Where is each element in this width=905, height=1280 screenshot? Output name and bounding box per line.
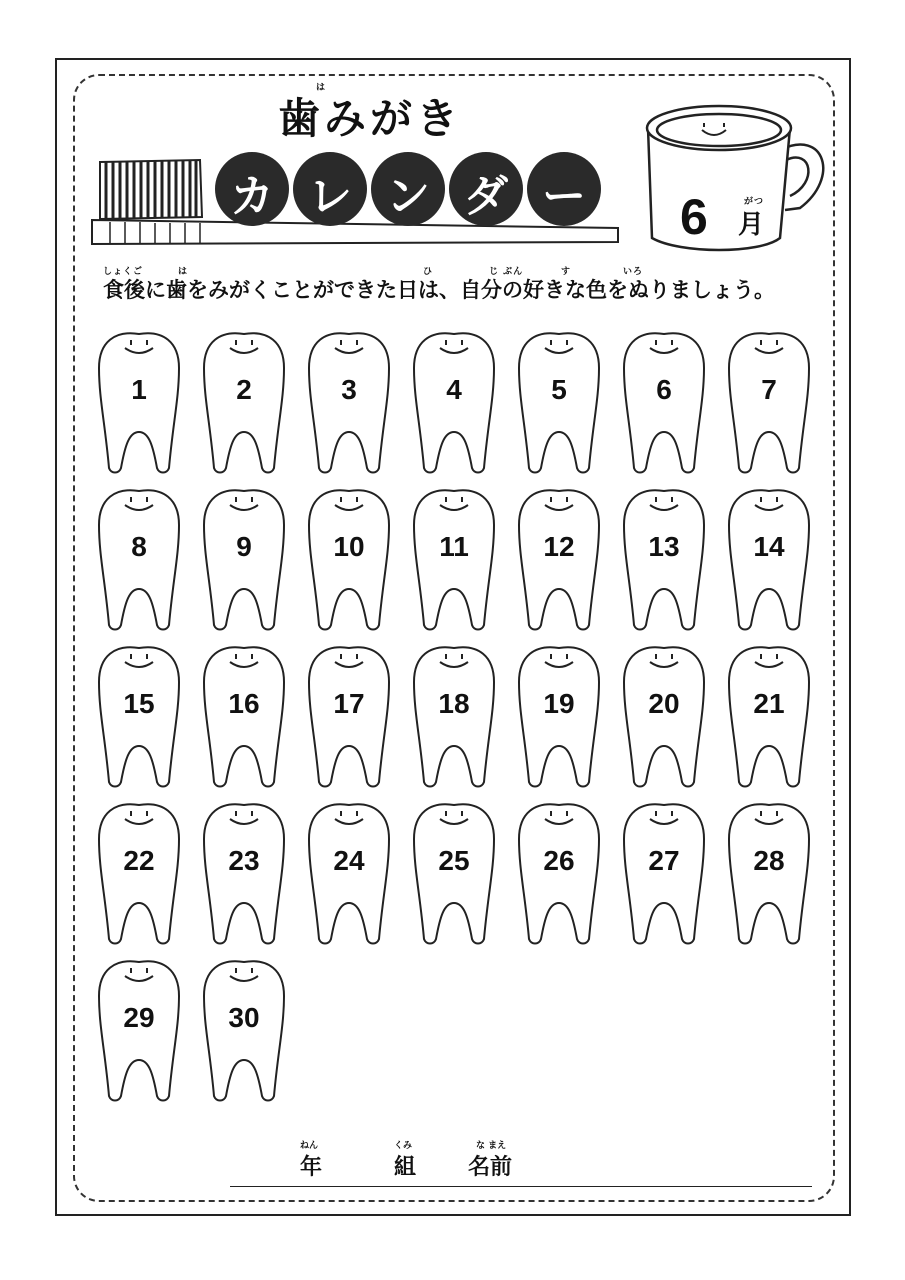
day-number: 24 <box>333 845 365 876</box>
name-line <box>230 1142 812 1187</box>
day-number: 30 <box>228 1002 260 1033</box>
day-number: 19 <box>543 688 575 719</box>
day-number: 10 <box>333 531 365 562</box>
day-number: 21 <box>753 688 785 719</box>
tooth-day-cell[interactable] <box>95 328 183 476</box>
tooth-day-cell[interactable] <box>410 485 498 633</box>
day-number: 27 <box>648 845 680 876</box>
tooth-day-cell[interactable] <box>410 642 498 790</box>
day-number: 29 <box>123 1002 155 1033</box>
day-number: 14 <box>753 531 785 562</box>
day-number: 4 <box>446 374 462 405</box>
ruby-shokugo: しょくご <box>103 267 144 277</box>
title-char: ー <box>542 171 586 222</box>
tooth-day-cell[interactable] <box>515 799 603 947</box>
day-number: 22 <box>123 845 155 876</box>
tooth-day-cell[interactable] <box>95 799 183 947</box>
class-ruby: くみ <box>394 1141 413 1151</box>
day-number: 1 <box>131 374 147 405</box>
title-line2 <box>212 160 607 220</box>
ruby-jibun: じ ぶん <box>489 267 524 277</box>
day-number: 20 <box>648 688 680 719</box>
day-number: 17 <box>333 688 365 719</box>
tooth-day-cell[interactable] <box>725 328 813 476</box>
tooth-day-cell[interactable] <box>305 799 393 947</box>
month-ruby: がつ <box>744 197 765 207</box>
tooth-day-cell[interactable] <box>200 485 288 633</box>
day-number: 15 <box>123 688 155 719</box>
day-number: 25 <box>438 845 470 876</box>
month-kanji: 月 <box>738 210 765 240</box>
day-number: 28 <box>753 845 785 876</box>
tooth-day-cell[interactable] <box>95 642 183 790</box>
ruby-iro: いろ <box>623 267 644 277</box>
tooth-day-cell[interactable] <box>620 799 708 947</box>
tooth-day-cell[interactable] <box>200 799 288 947</box>
tooth-day-cell[interactable] <box>305 328 393 476</box>
day-number: 2 <box>236 374 252 405</box>
title-char: カ <box>230 171 274 222</box>
tooth-day-cell[interactable] <box>95 485 183 633</box>
title-char: ダ <box>464 171 508 222</box>
tooth-day-cell[interactable] <box>95 956 183 1104</box>
day-number: 7 <box>761 374 777 405</box>
title-ruby: は <box>316 83 327 93</box>
day-number: 6 <box>656 374 672 405</box>
ruby-hi: ひ <box>423 267 434 277</box>
title-char: ン <box>386 171 430 222</box>
tooth-day-cell[interactable] <box>725 642 813 790</box>
tooth-day-cell[interactable] <box>410 328 498 476</box>
day-number: 8 <box>131 531 147 562</box>
tooth-day-cell[interactable] <box>515 328 603 476</box>
tooth-day-cell[interactable] <box>725 799 813 947</box>
day-number: 9 <box>236 531 252 562</box>
tooth-day-cell[interactable] <box>620 328 708 476</box>
cup-icon <box>640 98 830 258</box>
class-label: 組 <box>394 1155 417 1180</box>
day-number: 16 <box>228 688 260 719</box>
tooth-day-cell[interactable] <box>620 642 708 790</box>
day-number: 11 <box>439 531 469 562</box>
tooth-day-cell[interactable] <box>515 485 603 633</box>
name-label: 名前 <box>468 1155 513 1180</box>
name-ruby: な まえ <box>476 1141 507 1151</box>
tooth-day-cell[interactable] <box>200 956 288 1104</box>
day-number: 23 <box>228 845 260 876</box>
day-number: 3 <box>341 374 357 405</box>
tooth-day-cell[interactable] <box>725 485 813 633</box>
tooth-day-cell[interactable] <box>410 799 498 947</box>
tooth-day-cell[interactable] <box>620 485 708 633</box>
page-title: 歯みがき <box>278 94 463 143</box>
tooth-day-cell[interactable] <box>305 642 393 790</box>
ruby-su: す <box>561 267 572 277</box>
year-ruby: ねん <box>300 1141 319 1151</box>
tooth-day-cell[interactable] <box>515 642 603 790</box>
month-number: 6 <box>680 189 708 245</box>
day-number: 13 <box>648 531 680 562</box>
instruction-text: 食後に歯をみがくことができた日は、自分の好きな色をぬりましょう。 <box>103 278 775 302</box>
ruby-ha: は <box>178 267 189 277</box>
year-label: 年 <box>300 1155 323 1180</box>
day-number: 12 <box>543 531 575 562</box>
tooth-day-cell[interactable] <box>305 485 393 633</box>
title-char: レ <box>308 171 352 222</box>
tooth-day-cell[interactable] <box>200 642 288 790</box>
day-number: 18 <box>438 688 470 719</box>
day-number: 26 <box>543 845 575 876</box>
tooth-day-cell[interactable] <box>200 328 288 476</box>
day-number: 5 <box>551 374 567 405</box>
